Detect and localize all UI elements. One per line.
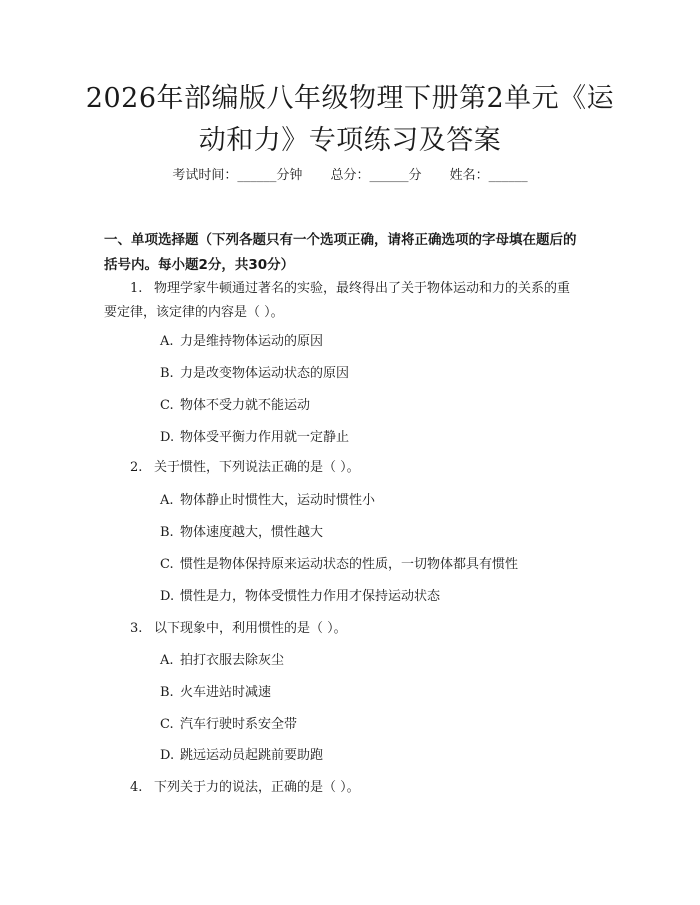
question-number: 4. xyxy=(130,780,143,795)
option-text: 物体速度越大，惯性越大 xyxy=(180,525,324,540)
title-line-1: 2026年部编版八年级物理下册第2单元《运 xyxy=(85,83,615,114)
option-text: 惯性是力，物体受惯性力作用才保持运动状态 xyxy=(180,589,441,604)
section-heading-line-1: 一、单项选择题（下列各题只有一个选项正确，请将正确选项的字母填在题后的 xyxy=(104,232,577,248)
question-3 xyxy=(130,617,610,641)
option-text: 跳远运动员起跳前要助跑 xyxy=(180,748,324,763)
question-1 xyxy=(104,277,604,325)
question-text: 物理学家牛顿通过著名的实验，最终得出了关于物体运动和力的关系的重 xyxy=(154,281,571,296)
option-3b xyxy=(160,683,271,703)
option-3c xyxy=(160,715,297,735)
page-title xyxy=(60,78,640,162)
student-name: 姓名：______ xyxy=(449,168,528,183)
option-text: 物体受平衡力作用就一定静止 xyxy=(180,430,350,445)
option-letter: C. xyxy=(160,398,174,413)
option-text: 物体不受力就不能运动 xyxy=(180,398,311,413)
option-letter: A. xyxy=(160,653,174,668)
option-letter: B. xyxy=(160,525,174,540)
option-1a xyxy=(160,332,323,352)
question-2 xyxy=(130,456,610,480)
option-text: 惯性是物体保持原来运动状态的性质，一切物体都具有惯性 xyxy=(180,557,519,572)
exam-info xyxy=(0,166,700,186)
question-4 xyxy=(130,776,610,800)
option-letter: C. xyxy=(160,557,174,572)
option-text: 汽车行驶时系安全带 xyxy=(180,717,298,732)
option-letter: D. xyxy=(160,589,175,604)
question-text: 下列关于力的说法，正确的是（ ）。 xyxy=(154,780,360,795)
option-letter: B. xyxy=(160,366,174,381)
option-text: 力是改变物体运动状态的原因 xyxy=(180,366,350,381)
option-letter: D. xyxy=(160,430,175,445)
question-number: 2. xyxy=(130,460,143,475)
option-3d xyxy=(160,746,323,766)
option-1b xyxy=(160,364,349,384)
exam-time: 考试时间：______分钟 xyxy=(172,168,303,183)
question-1-line-1 xyxy=(104,277,604,301)
option-letter: D. xyxy=(160,748,175,763)
option-text: 火车进站时减速 xyxy=(180,685,272,700)
option-text: 力是维持物体运动的原因 xyxy=(180,334,324,349)
option-2c xyxy=(160,555,518,575)
question-number: 3. xyxy=(130,621,143,636)
option-letter: A. xyxy=(160,334,174,349)
option-2b xyxy=(160,523,323,543)
option-2a xyxy=(160,491,375,511)
option-2d xyxy=(160,587,440,607)
title-line-2: 动和力》专项练习及答案 xyxy=(198,125,502,156)
option-letter: C. xyxy=(160,717,174,732)
option-1c xyxy=(160,396,310,416)
option-letter: A. xyxy=(160,493,174,508)
question-text: 关于惯性，下列说法正确的是（ ）。 xyxy=(154,460,360,475)
total-score: 总分：______分 xyxy=(330,168,422,183)
option-text: 物体静止时惯性大，运动时惯性小 xyxy=(180,493,376,508)
option-3a xyxy=(160,651,284,671)
option-letter: B. xyxy=(160,685,174,700)
option-text: 拍打衣服去除灰尘 xyxy=(180,653,285,668)
section-heading-line-2: 括号内。每小题2分，共30分） xyxy=(104,257,295,273)
question-text: 以下现象中，利用惯性的是（ ）。 xyxy=(154,621,347,636)
question-number: 1. xyxy=(130,281,143,296)
section-heading xyxy=(104,228,604,278)
question-1-line-2: 要定律，该定律的内容是（ ）。 xyxy=(104,305,284,320)
option-1d xyxy=(160,428,349,448)
